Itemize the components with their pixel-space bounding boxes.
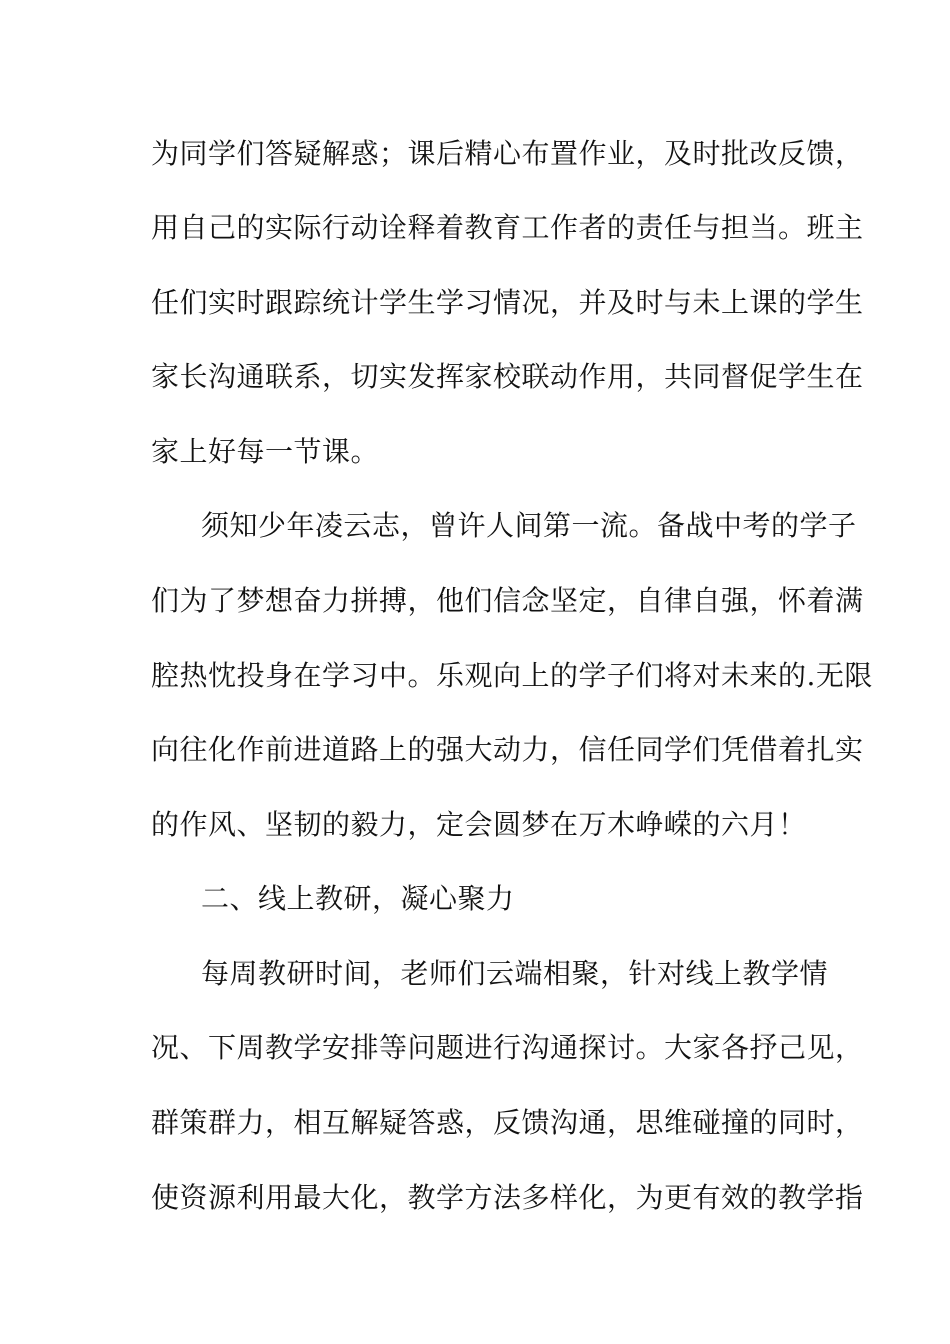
paragraph-line: 群策群力，相互解疑答惑，反馈沟通，思维碰撞的同时， [151,1106,864,1139]
paragraph-line: 须知少年凌云志，曾许人间第一流。备战中考的学子 [201,509,857,542]
paragraph-line: 们为了梦想奋力拼搏，他们信念坚定，自律自强，怀着满 [151,584,864,617]
paragraph-line: 用自己的实际行动诠释着教育工作者的责任与担当。班主 [151,211,864,244]
paragraph-line: 为同学们答疑解惑；课后精心布置作业，及时批改反馈， [151,137,864,170]
paragraph-line: 腔热忱投身在学习中。乐观向上的学子们将对未来的.无限 [151,659,873,692]
paragraph-line: 的作风、坚韧的毅力，定会圆梦在万木峥嵘的六月！ [151,808,807,841]
paragraph-line: 每周教研时间，老师们云端相聚，针对线上教学情 [201,957,829,990]
paragraph-line: 家长沟通联系，切实发挥家校联动作用，共同督促学生在 [151,360,864,393]
paragraph-line: 向往化作前进道路上的强大动力，信任同学们凭借着扎实 [151,733,864,766]
paragraph-line: 况、下周教学安排等问题进行沟通探讨。大家各抒己见， [151,1031,864,1064]
section-heading: 二、线上教研，凝心聚力 [201,882,515,915]
paragraph-line: 使资源利用最大化，教学方法多样化，为更有效的教学指 [151,1181,864,1214]
paragraph-line: 家上好每一节课。 [151,435,380,468]
paragraph-line: 任们实时跟踪统计学生学习情况，并及时与未上课的学生 [151,286,864,319]
